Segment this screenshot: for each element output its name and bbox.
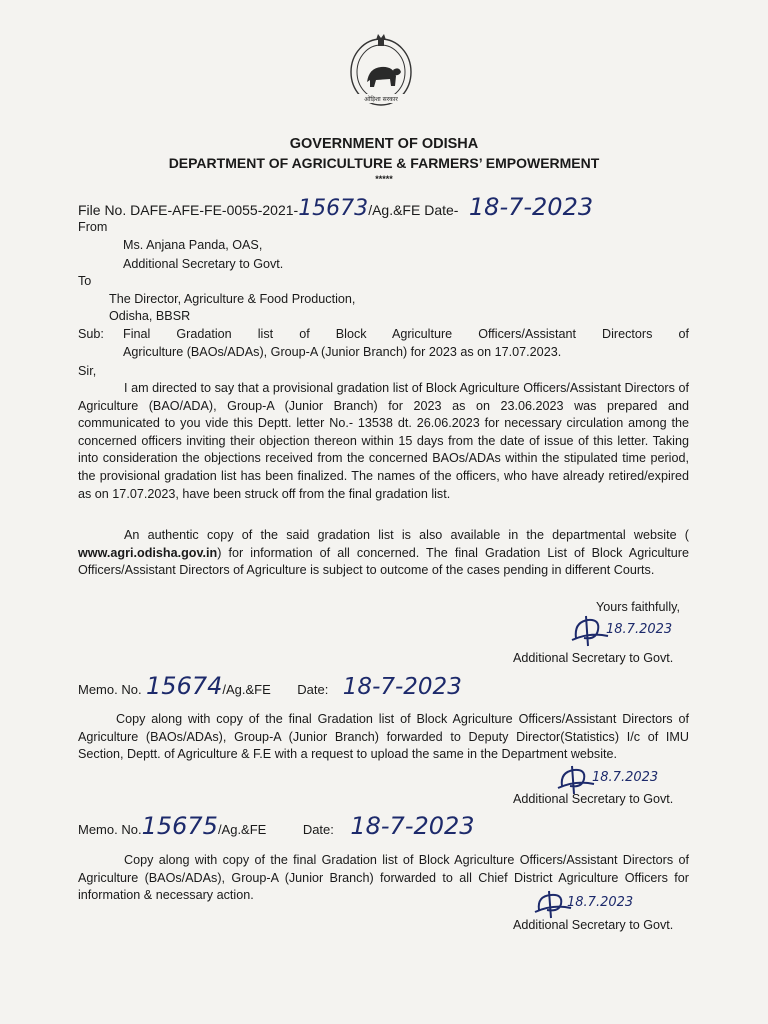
memo2-designation: Additional Secretary to Govt. [513, 918, 674, 932]
recipient-line1: The Director, Agriculture & Food Production, [109, 292, 356, 306]
memo1-date-handwritten: 18-7-2023 [342, 674, 462, 700]
subject-line2: Agriculture (BAOs/ADAs), Group-A (Junior Branch) for 2023 as on 17.07.2023. [123, 345, 562, 359]
recipient-line2: Odisha, BBSR [109, 309, 191, 323]
memo2-number-handwritten: 15675 [141, 812, 218, 840]
memo2-date-handwritten: 18-7-2023 [350, 812, 475, 840]
memo2-text: Copy along with copy of the final Gradation list of Block Agriculture Officers/Assistant Directors of Agriculture (BAOs/ADAs), Group-A (Junior Branch) forwarded to all Chief District Agriculture Officers for information & necessary action. [78, 853, 689, 903]
subject-label: Sub: [78, 327, 104, 341]
body-paragraph-2 [78, 527, 689, 580]
memo1-label: Memo. No. [78, 682, 142, 697]
department-title: DEPARTMENT OF AGRICULTURE & FARMERS’ EMPOWERMENT [168, 155, 600, 171]
header-stars: ***** [375, 174, 393, 184]
memo1-suffix: /Ag.&FE [222, 682, 271, 697]
memo1-number-handwritten: 15674 [146, 672, 223, 700]
memo2-suffix: /Ag.&FE [217, 822, 267, 837]
salutation: Sir, [78, 364, 97, 378]
signature-1 [570, 614, 700, 650]
sender-designation: Additional Secretary to Govt. [123, 257, 284, 271]
odisha-emblem-icon [343, 30, 419, 110]
signature-mark-icon [570, 614, 610, 648]
from-label: From [78, 220, 108, 234]
emblem-caption: ओड़िशा सरकार [364, 96, 398, 103]
memo2-label: Memo. No. [78, 822, 142, 837]
memo1-date-label: Date: [297, 682, 329, 697]
signature-date-2: 18.7.2023 [592, 770, 659, 785]
memo1-text: Copy along with copy of the final Gradation list of Block Agriculture Officers/Assistant Directors of Agriculture (BAOs/ADAs), Group-A (Junior Branch) forwarded to Deputy Director(Statistics) I/c of IMU Section, Deptt. of Agriculture & F.E with a request to upload the same in the Department website. [78, 712, 689, 762]
government-title: GOVERNMENT OF ODISHA [289, 136, 479, 152]
subject-line1: Final Gradation list of Block Agriculture Officers/Assistant Directors of [123, 327, 689, 341]
yours-faithfully: Yours faithfully, [596, 600, 681, 614]
body-paragraph-1: I am directed to say that a provisional gradation list of Block Agriculture Officers/Assistant Directors of Agriculture (BAO/ADA), Group-A (Junior Branch) for 2023 as on 23.06.2023 was prepared and communicated to you vide this Deptt. letter No.- 13538 dt. 26.06.2023 for necessary circulation among the concerned officers inviting their objection thereon within 15 days from the date of issue of this letter. Taking into consideration the objections received from the concerned BAOs/ADAs within the stipulated time period, the provisional gradation list has been finalized. The names of the officers, who have already retired/expired as on 17.07.2023, have been struck off from the final gradation list. [78, 381, 689, 501]
memo2-line [78, 812, 698, 844]
sender-name: Ms. Anjana Panda, OAS, [123, 238, 263, 252]
file-number-line [78, 193, 698, 223]
closing-designation: Additional Secretary to Govt. [513, 651, 674, 665]
file-number-prefix: File No. DAFE-AFE-FE-0055-2021- [78, 202, 299, 218]
signature-date-3: 18.7.2023 [567, 895, 634, 910]
file-date-handwritten: 18-7-2023 [468, 193, 594, 221]
memo1-designation: Additional Secretary to Govt. [513, 792, 674, 806]
memo1-line [78, 672, 698, 704]
file-number-suffix: /Ag.&FE Date- [368, 202, 459, 218]
para2-text-after: ) for information of all concerned. The final Gradation List of Block Agriculture Officers/Assistant Directors of Agriculture is subject to outcome of the cases pending in different Courts. [78, 545, 689, 578]
memo2-date-label: Date: [302, 822, 334, 837]
file-number-handwritten: 15673 [298, 196, 369, 221]
website-link[interactable]: www.agri.odisha.gov.in [78, 545, 218, 560]
para2-text-before: An authentic copy of the said gradation list is also available in the departmental website ( [124, 528, 689, 542]
signature-date-1: 18.7.2023 [606, 622, 673, 637]
to-label: To [78, 274, 92, 288]
